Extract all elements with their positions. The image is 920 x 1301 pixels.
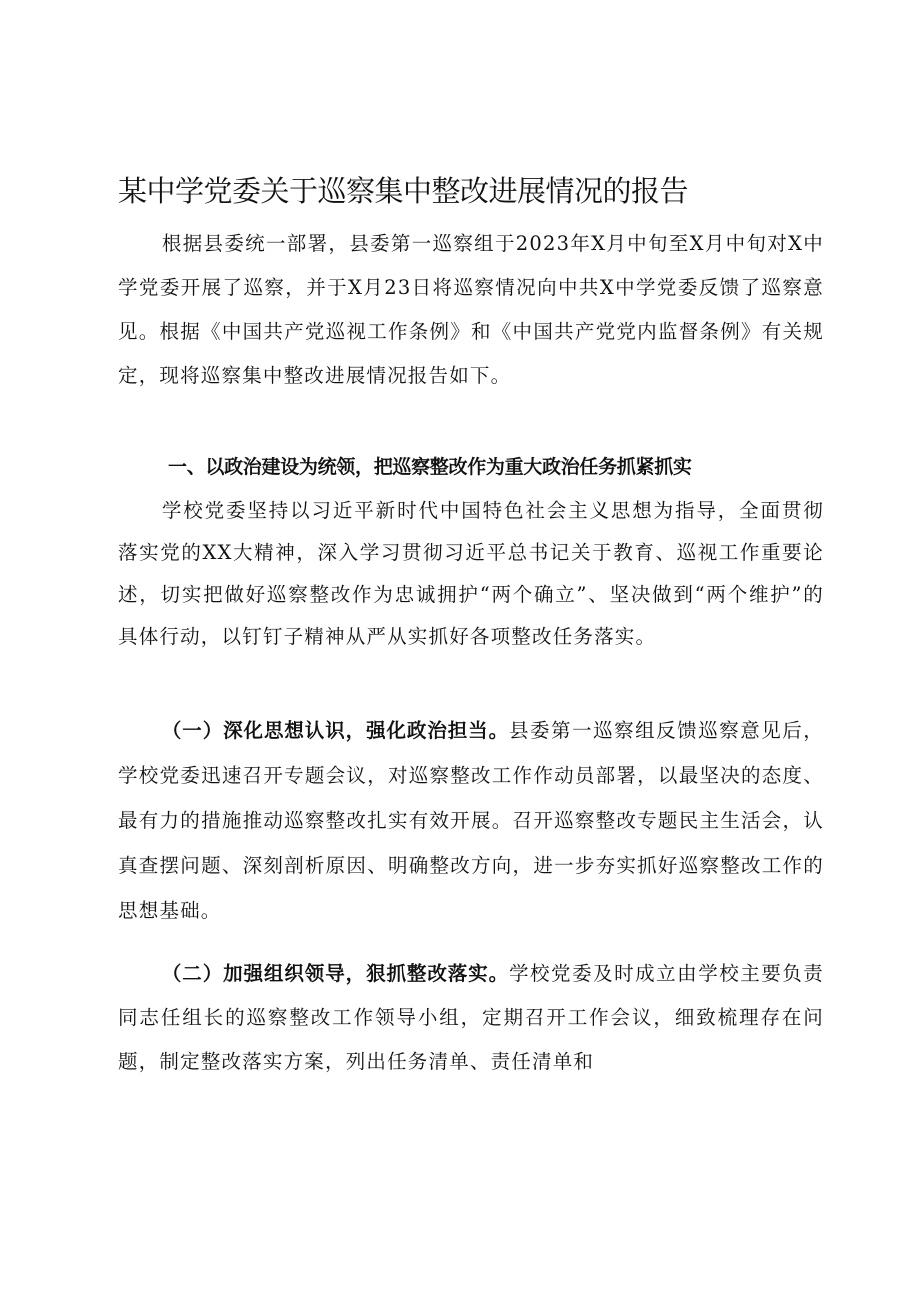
- section-heading-1: 一、以政治建设为统领，把巡察整改作为重大政治任务抓紧抓实: [168, 456, 692, 478]
- item-1-text: 县委第一巡察组反馈巡察意见后，学校党委迅速召开专题会议，对巡察整改工作作动员部署，以最坚决的态度、最有力的措施推动巡察整改扎实有效开展。召开巡察整改专题民主生活会，认真查摆问题、深刻剖析原因、明确整改方向，进一步夯实抓好巡察整改工作的思想基础。: [118, 719, 824, 922]
- section1-paragraph: 学校党委坚持以习近平新时代中国特色社会主义思想为指导，全面贯彻落实党的XX大精神，深入学习贯彻习近平总书记关于教育、巡视工作重要论述，切实把做好巡察整改作为忠诚拥护“两个确立”、坚决做到“两个维护”的具体行动，以钉钉子精神从严从实抓好各项整改任务落实。: [118, 499, 824, 648]
- document-title: 某中学党委关于巡察集中整改进展情况的报告: [118, 174, 689, 208]
- intro-paragraph: 根据县委统一部署，县委第一巡察组于2023年X月中旬至X月中旬对X中学党委开展了巡察，并于X月23日将巡察情况向中共X中学党委反馈了巡察意见。根据《中国共产党巡视工作条例》和《中国共产党党内监督条例》有关规定，现将巡察集中整改进展情况报告如下。: [118, 232, 824, 387]
- item-2-text: 学校党委及时成立由学校主要负责同志任组长的巡察整改工作领导小组，定期召开工作会议，细致梳理存在问题，制定整改落实方案，列出任务清单、责任清单和: [118, 962, 824, 1073]
- item-2-lead: （二）加强组织领导，狠抓整改落实。: [161, 962, 510, 985]
- item-1-paragraph: [118, 708, 824, 933]
- item-2-paragraph: [118, 952, 824, 1084]
- item-1-lead: （一）深化思想认识，强化政治担当。: [161, 719, 510, 742]
